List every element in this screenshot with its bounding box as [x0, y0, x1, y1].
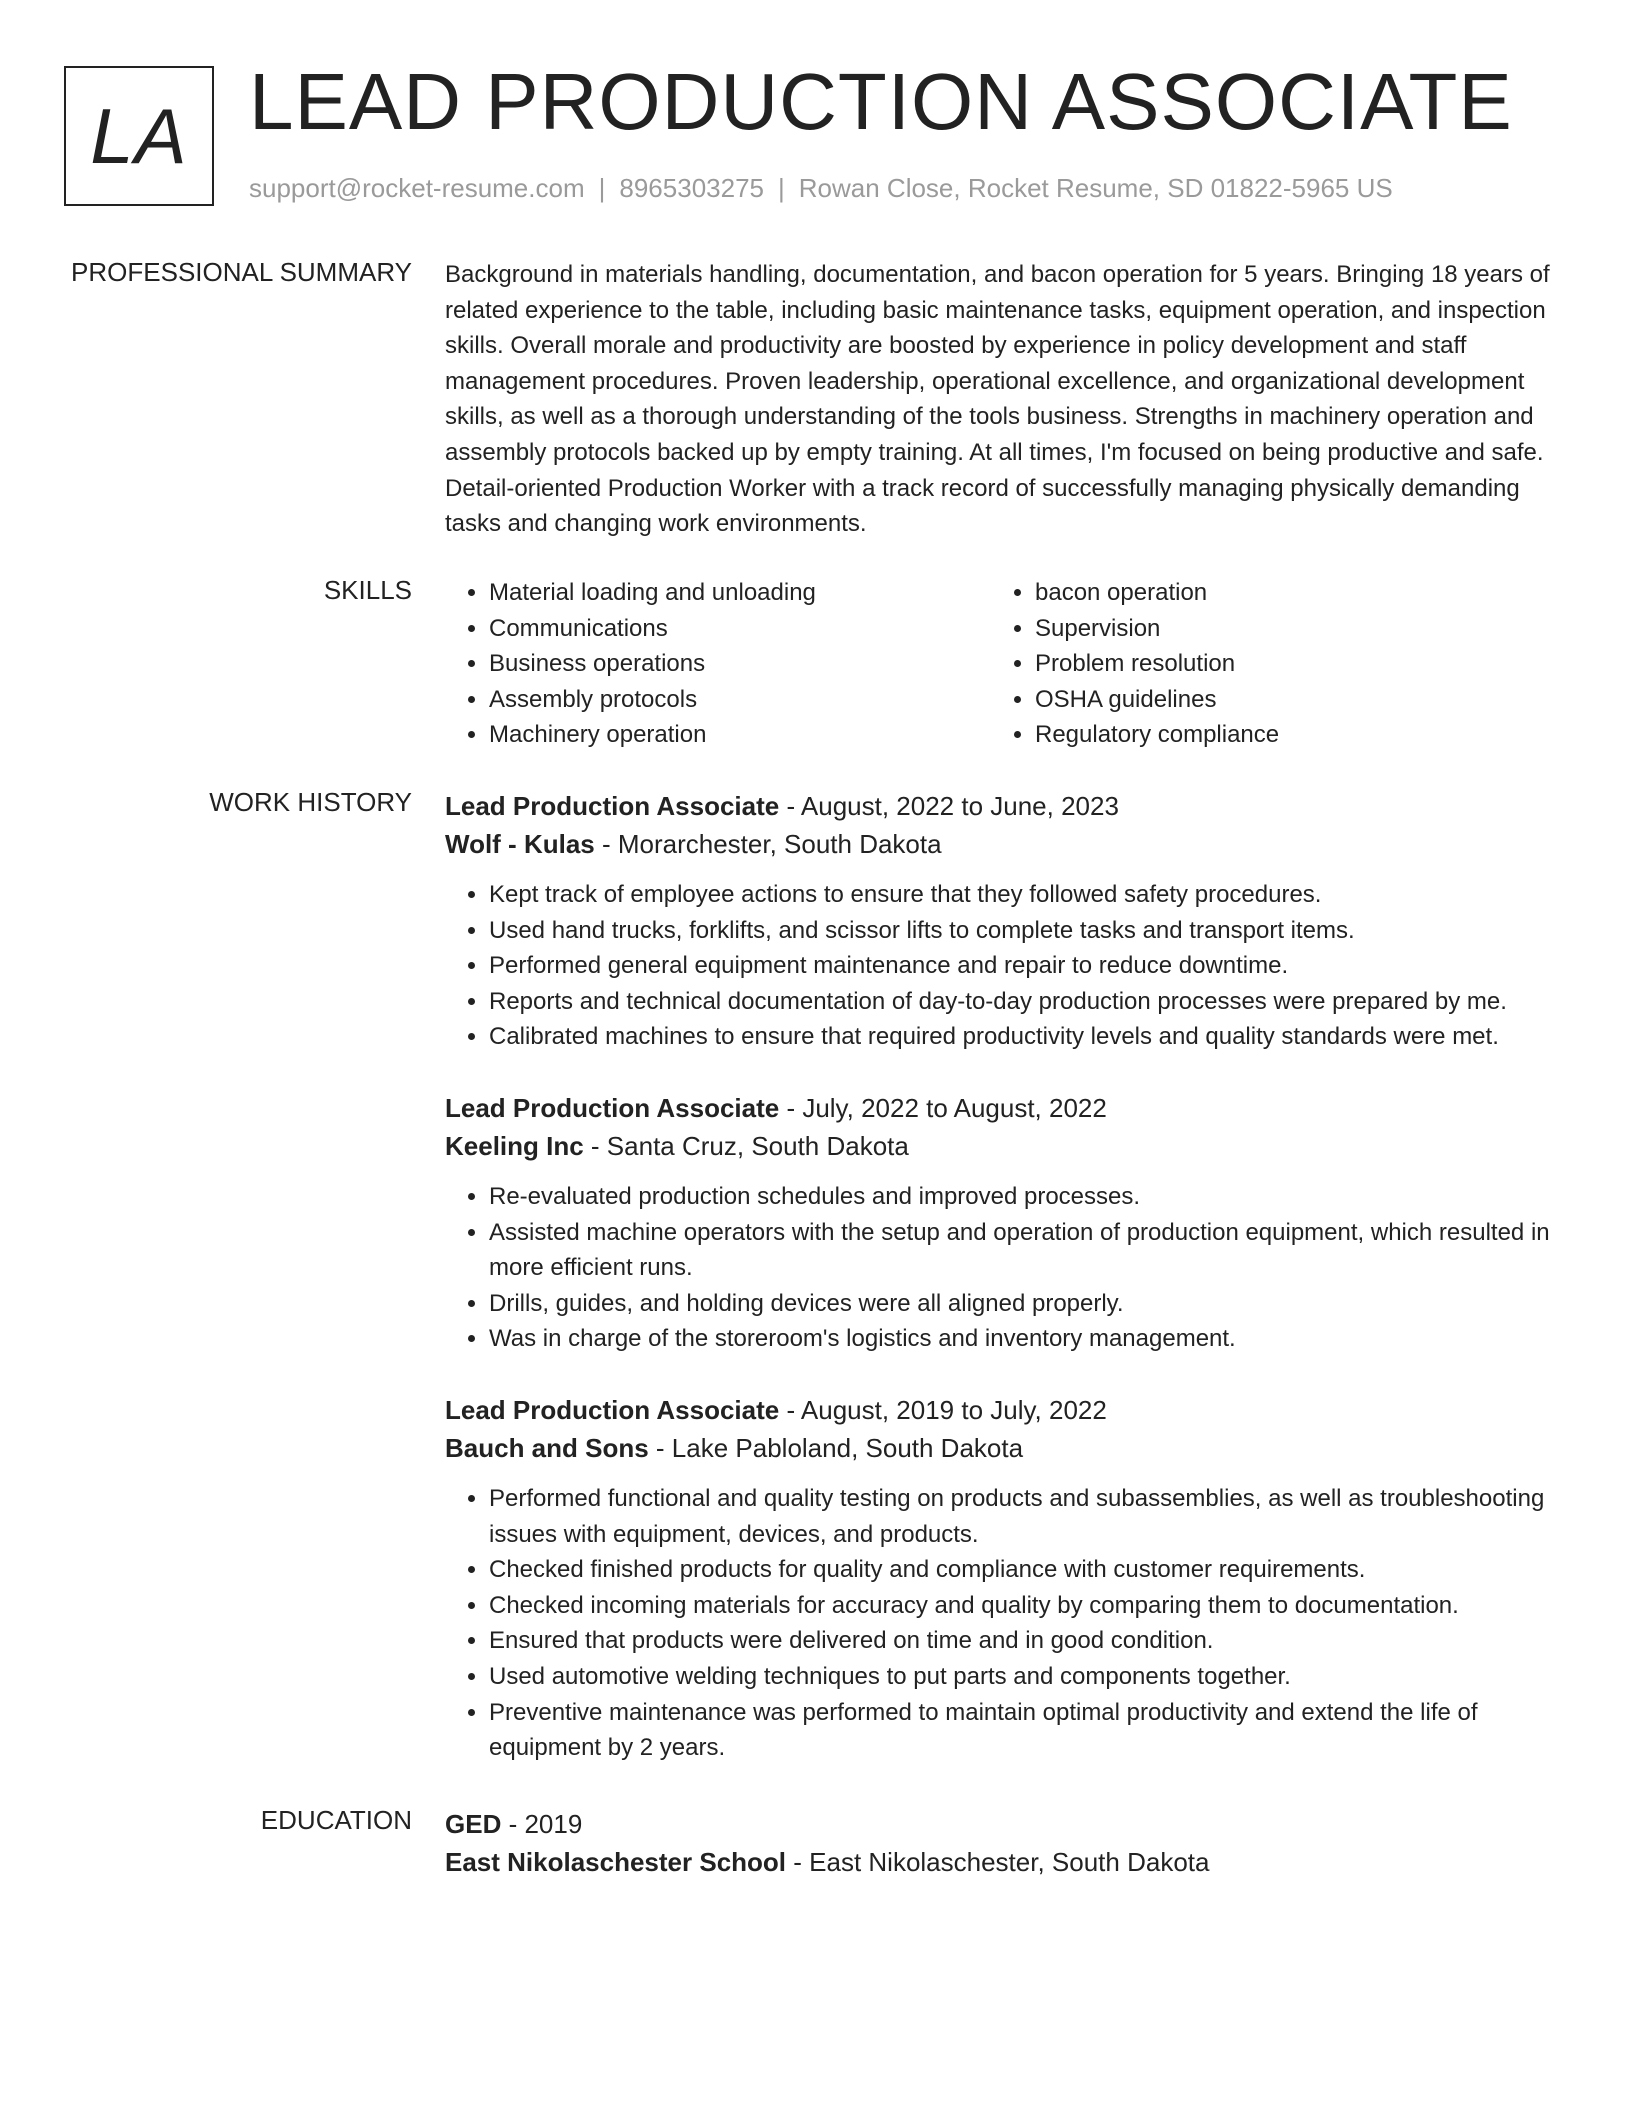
monogram-badge: [64, 66, 214, 206]
job-bullet: • Drills, guides, and holding devices were all aligned properly.: [489, 1286, 1555, 1322]
job-title-line: [445, 1391, 1555, 1429]
job-entry: [445, 787, 1555, 1055]
job-bullet: • Used automotive welding techniques to put parts and components together.: [489, 1659, 1555, 1695]
skill-item: • Machinery operation: [489, 717, 991, 753]
resume-title: LEAD PRODUCTION ASSOCIATE: [249, 57, 1513, 146]
job-bullet: • Ensured that products were delivered on time and in good condition.: [489, 1623, 1555, 1659]
summary-body: [445, 257, 1555, 542]
job-location: - Lake Pabloland, South Dakota: [648, 1432, 1024, 1463]
job-entry: [445, 1089, 1555, 1357]
skill-item: • Problem resolution: [1035, 646, 1537, 682]
job-bullets: [445, 1481, 1555, 1766]
education-heading: EDUCATION: [260, 1805, 412, 1835]
job-bullet: • Assisted machine operators with the setup and operation of production equipment, which resulted in more efficient runs.: [489, 1215, 1555, 1286]
job-company-line: [445, 1429, 1555, 1467]
job-bullets: [445, 1179, 1555, 1357]
monogram-text: LA: [90, 91, 188, 180]
contact-phone[interactable]: 8965303275: [619, 173, 764, 203]
skill-item: • Regulatory compliance: [1035, 717, 1537, 753]
job-role: Lead Production Associate: [445, 1092, 780, 1123]
job-company: Keeling Inc: [445, 1130, 584, 1161]
job-location: - Morarchester, South Dakota: [594, 829, 942, 859]
contact-email[interactable]: support@rocket-resume.com: [249, 173, 585, 203]
job-location: - Santa Cruz, South Dakota: [583, 1130, 909, 1161]
education-location: - East Nikolaschester, South Dakota: [786, 1847, 1210, 1877]
job-bullet: • Checked finished products for quality and compliance with customer requirements.: [489, 1552, 1555, 1588]
contact-line: [249, 173, 1393, 204]
skill-item: • Supervision: [1035, 611, 1537, 647]
skills-heading: SKILLS: [323, 575, 412, 605]
skill-item: • Assembly protocols: [489, 682, 991, 718]
job-company-line: [445, 825, 1555, 863]
job-dates: - August, 2022 to June, 2023: [779, 791, 1119, 821]
job-role: Lead Production Associate: [445, 791, 780, 821]
job-role: Lead Production Associate: [445, 1394, 780, 1425]
skills-body: [445, 575, 1555, 753]
contact-address: Rowan Close, Rocket Resume, SD 01822-5965 US: [798, 173, 1393, 203]
summary-text: Background in materials handling, documentation, and bacon operation for 5 years. Bringing 18 years of related experience to the table, including basic maintenance tasks, equipment operation, and inspection skills. Overall morale and productivity are boosted by experience in policy development and staff management procedures. Proven leadership, operational excellence, and organizational development skills, as well as a thorough understanding of the tools business. Strengths in machinery operation and assembly protocols backed up by empty training. At all times, I'm focused on being productive and safe. Detail-oriented Production Worker with a track record of successfully managing physically demanding tasks and changing work environments.: [445, 261, 1550, 538]
education-degree-line: [445, 1805, 1555, 1843]
skill-item: • OSHA guidelines: [1035, 682, 1537, 718]
job-bullets: [445, 877, 1555, 1055]
skill-item: • Communications: [489, 611, 991, 647]
work-history-body: [445, 787, 1555, 1800]
job-company: Wolf - Kulas: [445, 829, 595, 859]
job-bullet: • Checked incoming materials for accuracy and quality by comparing them to documentation.: [489, 1588, 1555, 1624]
education-school: East Nikolaschester School: [445, 1847, 787, 1877]
skill-item: • bacon operation: [1035, 575, 1537, 611]
job-bullet: • Performed functional and quality testing on products and subassemblies, as well as troubleshooting issues with equipment, devices, and products.: [489, 1481, 1555, 1552]
education-degree: GED: [445, 1809, 502, 1839]
job-bullet: • Re-evaluated production schedules and improved processes.: [489, 1179, 1555, 1215]
job-company: Bauch and Sons: [445, 1432, 649, 1463]
skills-column-right: [991, 575, 1537, 753]
job-bullet: • Was in charge of the storeroom's logistics and inventory management.: [489, 1321, 1555, 1357]
work-history-heading: WORK HISTORY: [209, 787, 412, 817]
job-bullet: • Kept track of employee actions to ensure that they followed safety procedures.: [489, 877, 1555, 913]
job-bullet: • Performed general equipment maintenance and repair to reduce downtime.: [489, 948, 1555, 984]
skills-column-left: [445, 575, 991, 753]
job-title-line: [445, 1089, 1555, 1127]
education-school-line: [445, 1843, 1555, 1881]
job-title-line: [445, 787, 1555, 825]
skill-item: • Material loading and unloading: [489, 575, 991, 611]
job-bullet: • Calibrated machines to ensure that required productivity levels and quality standards were met.: [489, 1019, 1555, 1055]
job-bullet: • Preventive maintenance was performed to maintain optimal productivity and extend the life of equipment by 2 years.: [489, 1695, 1555, 1766]
education-body: [445, 1805, 1555, 1881]
education-year: - 2019: [501, 1809, 583, 1839]
skill-item: • Business operations: [489, 646, 991, 682]
job-dates: - August, 2019 to July, 2022: [779, 1394, 1107, 1425]
job-dates: - July, 2022 to August, 2022: [779, 1092, 1107, 1123]
job-bullet: • Reports and technical documentation of day-to-day production processes were prepared by me.: [489, 984, 1555, 1020]
job-bullet: • Used hand trucks, forklifts, and scissor lifts to complete tasks and transport items.: [489, 913, 1555, 949]
job-entry: [445, 1391, 1555, 1766]
contact-separator: |: [598, 173, 606, 203]
contact-separator: |: [778, 173, 785, 203]
summary-heading: PROFESSIONAL SUMMARY: [71, 257, 412, 287]
job-company-line: [445, 1127, 1555, 1165]
